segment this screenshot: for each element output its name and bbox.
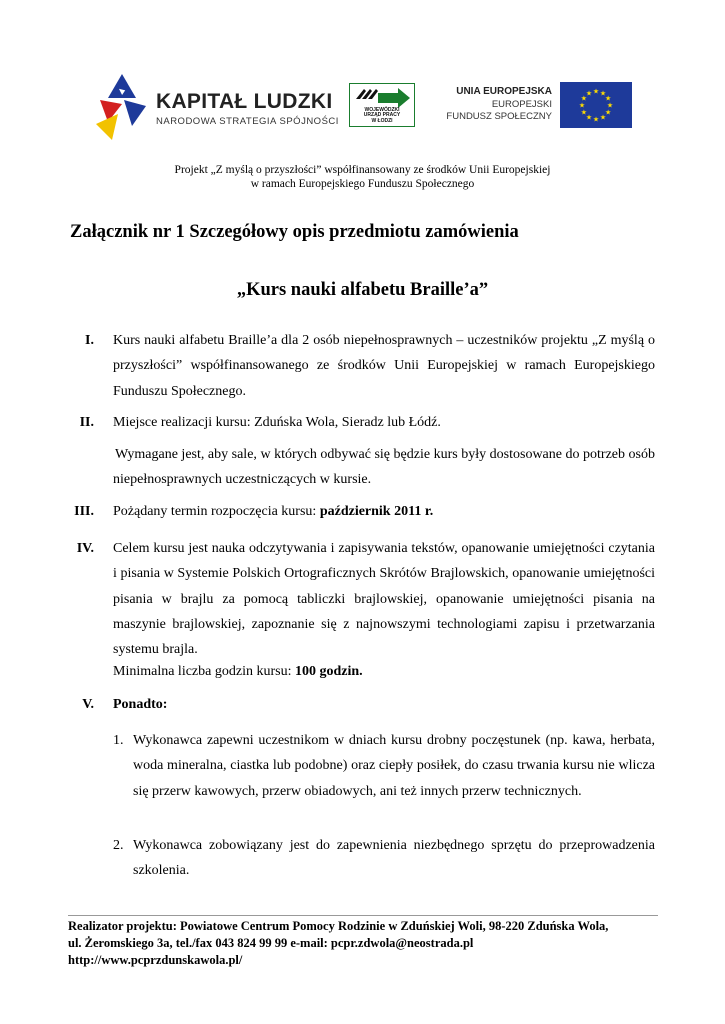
eu-star-icon: ★ (592, 115, 600, 124)
eu-star-icon: ★ (599, 113, 607, 122)
project-line: Projekt „Z myślą o przyszłości” współfinansowany ze środków Unii Europejskiej (174, 164, 551, 176)
hours-value: 100 godzin. (294, 664, 363, 679)
course-title: „Kurs nauki alfabetu Braille’a” (236, 280, 489, 300)
section-text (113, 499, 655, 524)
footer-line: Realizator projektu: Powiatowe Centrum Pomocy Rodzinie w Zduńskiej Woli, 98-220 Zduńska Wola, (68, 919, 609, 933)
footer-url: http://www.pcprzdunskawola.pl/ (68, 953, 243, 967)
eu-fund-line: EUROPEJSKI (491, 99, 552, 110)
wup-logo-text (350, 108, 414, 125)
eu-fund-line: FUNDUSZ SPOŁECZNY (446, 111, 552, 122)
section-title-text: Ponadto: (113, 697, 168, 712)
section-number: V. (82, 697, 94, 712)
list-item: Wykonawca zapewni uczestnikom w dniach kursu drobny poczęstunek (np. kawa, herbata, woda mineralna, ciastka lub podobne) oraz ciepły posiłek, do czasu trwania kursu nie wlicza się przerw kawowych, przerw obiadowych, ani też innych przerw technicznych. (133, 733, 655, 799)
eu-star-icon: ★ (585, 113, 593, 122)
wup-text-line: W ŁODZI (371, 117, 393, 124)
eu-star-icon: ★ (604, 108, 612, 117)
eu-star-icon: ★ (580, 94, 588, 103)
start-date-value: październik 2011 r. (319, 504, 434, 519)
eu-star-icon: ★ (599, 89, 607, 98)
section-text: Kurs nauki alfabetu Braille’a dla 2 osób niepełnosprawnych – uczestników projektu „Z myślą o przyszłości” współfinansowanego ze środków Unii Europejskiej w ramach Europejskiego Funduszu Społecznego. (113, 333, 655, 399)
eu-title: UNIA EUROPEJSKA (456, 86, 552, 97)
eu-stars-icon (560, 82, 632, 128)
kapital-ludzki-logo (92, 70, 339, 142)
list-item-number: 1. (113, 733, 124, 748)
eu-star-icon: ★ (578, 101, 586, 110)
kapital-ludzki-title: KAPITAŁ LUDZKI (156, 90, 333, 113)
section-title (113, 692, 655, 717)
annex-title: Załącznik nr 1 Szczegółowy opis przedmiotu zamówienia (70, 222, 519, 242)
eu-logo (430, 82, 632, 128)
section-number: III. (74, 504, 94, 519)
wup-logo (349, 83, 415, 127)
wup-text-line: WOJEWÓDZKI (364, 106, 400, 113)
eu-star-icon: ★ (580, 108, 588, 117)
wup-text-line: URZĄD PRACY (363, 112, 401, 118)
footer (68, 918, 660, 969)
kapital-ludzki-emblem-icon (92, 70, 152, 142)
eu-fund-name (446, 99, 552, 123)
list-item-number: 2. (113, 838, 124, 853)
eu-flag-icon (560, 82, 632, 128)
eu-star-icon: ★ (585, 89, 593, 98)
footer-divider (68, 915, 658, 916)
list-item: Wykonawca zobowiązany jest do zapewnienia niezbędnego sprzętu do przeprowadzenia szkolenia. (133, 838, 655, 879)
section-number: II. (79, 415, 94, 430)
hours-label: Minimalna liczba godzin kursu: (113, 664, 295, 679)
project-info (0, 163, 725, 191)
project-line: w ramach Europejskiego Funduszu Społecznego (250, 178, 475, 190)
section-number: IV. (76, 541, 94, 556)
eu-star-icon: ★ (604, 94, 612, 103)
section-number: I. (85, 333, 94, 348)
kapital-ludzki-subtitle: NARODOWA STRATEGIA SPÓJNOŚCI (156, 116, 339, 127)
eu-star-icon: ★ (592, 87, 600, 96)
eu-star-icon: ★ (606, 101, 614, 110)
section-text: Celem kursu jest nauka odczytywania i zapisywania tekstów, opanowanie umiejętności czytania i pisania w Systemie Polskich Ortograficznych Skrótów Brajlowskich, opanowanie umiejętności pisania w brajlu za pomocą tabliczki brajlowskiej, opanowanie umiejętności pisania na maszynie brajlowskiej, zapoznanie się z najnowszymi technologiami zapisu i przetwarzania systemu brajla. (113, 541, 655, 658)
section-text: Wymagane jest, aby sale, w których odbywać się będzie kurs były dostosowane do potrzeb osób niepełnosprawnych uczestniczących w kursie. (113, 447, 655, 488)
section-text: Miejsce realizacji kursu: Zduńska Wola, Sieradz lub Łódź. (113, 415, 441, 430)
section-hours (113, 659, 655, 684)
start-date-label: Pożądany termin rozpoczęcia kursu: (113, 504, 320, 519)
footer-line: ul. Żeromskiego 3a, tel./fax 043 824 99 99 e-mail: pcpr.zdwola@neostrada.pl (68, 936, 474, 950)
